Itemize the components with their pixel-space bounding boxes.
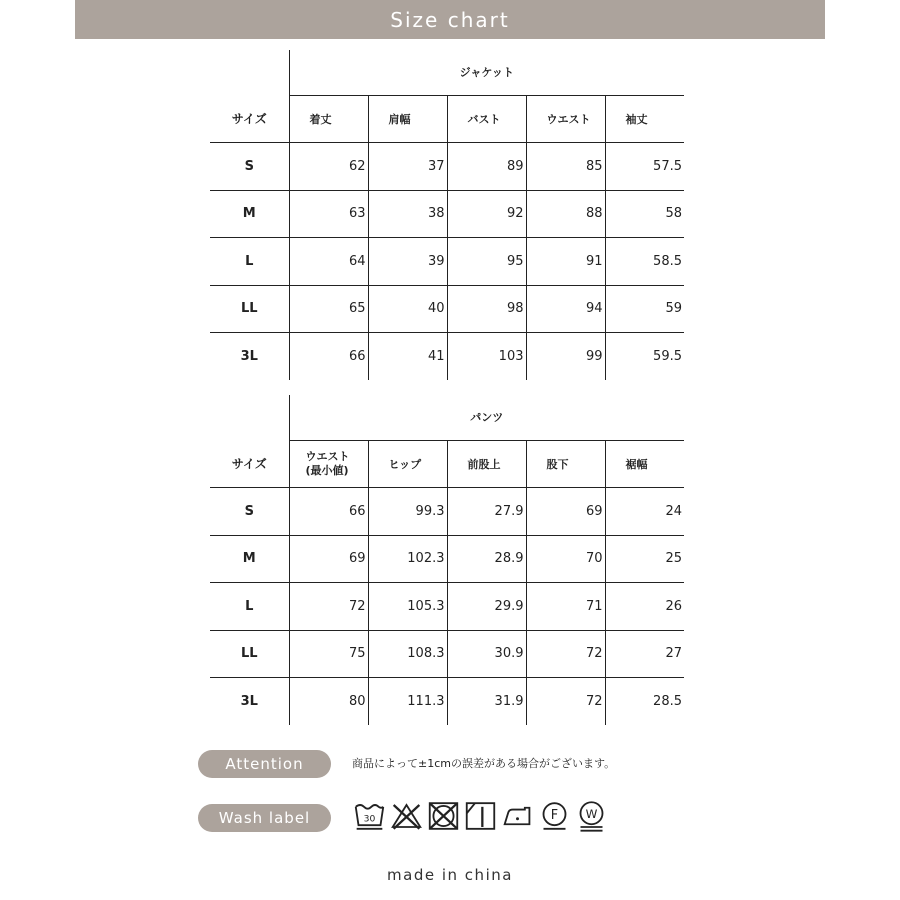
wash-30-icon xyxy=(353,798,386,834)
wet-clean-letter: W xyxy=(585,806,598,821)
table-corner xyxy=(210,50,289,95)
wash-label-badge xyxy=(198,804,331,832)
table-cell: 38 xyxy=(368,190,447,238)
table-corner xyxy=(210,395,289,440)
size-label: S xyxy=(210,143,289,191)
table-cell: 69 xyxy=(526,488,605,536)
column-header: バスト xyxy=(447,95,526,143)
table-row xyxy=(210,678,684,726)
table-cell: 65 xyxy=(289,285,368,333)
table-row xyxy=(210,143,684,191)
jacket-size-table xyxy=(210,50,684,380)
size-label: LL xyxy=(210,630,289,678)
table-cell: 69 xyxy=(289,535,368,583)
table-cell: 41 xyxy=(368,333,447,381)
table-cell: 59.5 xyxy=(605,333,684,381)
jacket-group-label: ジャケット xyxy=(289,50,684,95)
column-header: ウエスト (最小値) xyxy=(289,440,368,488)
table-cell: 63 xyxy=(289,190,368,238)
wash-temp-label: 30 xyxy=(363,813,376,825)
table-cell: 105.3 xyxy=(368,583,447,631)
table-cell: 64 xyxy=(289,238,368,286)
table-cell: 72 xyxy=(526,630,605,678)
table-header-row xyxy=(210,95,684,143)
size-column-header: サイズ xyxy=(210,440,289,488)
table-cell: 102.3 xyxy=(368,535,447,583)
table-cell: 80 xyxy=(348,694,366,709)
column-header: 袖丈 xyxy=(605,95,684,143)
header-bar xyxy=(75,0,825,39)
size-label: 3L xyxy=(210,678,289,726)
page-title: Size chart xyxy=(390,7,510,32)
table-cell: 26 xyxy=(605,583,684,631)
table-cell: 89 xyxy=(447,143,526,191)
table-cell: 29.9 xyxy=(447,583,526,631)
wet-clean-w-icon xyxy=(575,798,608,834)
table-cell: 72 xyxy=(526,678,605,726)
column-header: 前股上 xyxy=(447,440,526,488)
table-header-row xyxy=(210,440,684,488)
table-cell: 108.3 xyxy=(368,630,447,678)
table-cell: 88 xyxy=(526,190,605,238)
size-label: LL xyxy=(210,285,289,333)
table-cell: 27 xyxy=(605,630,684,678)
size-column-header: サイズ xyxy=(210,95,289,143)
size-label: M xyxy=(210,190,289,238)
table-cell: 58 xyxy=(605,190,684,238)
attention-label: Attention xyxy=(225,755,304,773)
table-cell: 66 xyxy=(289,488,368,536)
column-header: 股下 xyxy=(526,440,605,488)
column-header: ウエスト xyxy=(526,95,605,143)
size-label: S xyxy=(210,488,289,536)
table-cell: 59 xyxy=(605,285,684,333)
table-row xyxy=(210,583,684,631)
dry-clean-f-icon xyxy=(538,798,571,834)
table-cell: 31.9 xyxy=(447,678,526,726)
made-in-text: made in china xyxy=(387,866,513,884)
wash-icons xyxy=(353,798,608,834)
table-cell: 91 xyxy=(526,238,605,286)
size-label: M xyxy=(210,535,289,583)
table-cell: 39 xyxy=(368,238,447,286)
table-cell: 40 xyxy=(368,285,447,333)
table-row xyxy=(210,285,684,333)
wash-label-label: Wash label xyxy=(218,809,311,827)
pants-group-label: パンツ xyxy=(289,395,684,440)
size-label: 3L xyxy=(210,333,289,381)
table-cell: 92 xyxy=(447,190,526,238)
attention-text: 商品によって±1cmの誤差がある場合がございます。 xyxy=(352,757,616,770)
table-cell: 62 xyxy=(289,143,368,191)
pants-size-table xyxy=(210,395,684,725)
table-cell: 57.5 xyxy=(605,143,684,191)
table-cell: 27.9 xyxy=(447,488,526,536)
table-group-row xyxy=(210,50,684,95)
table-row xyxy=(210,630,684,678)
column-header: 裾幅 xyxy=(605,440,684,488)
table-row xyxy=(210,238,684,286)
table-row xyxy=(210,535,684,583)
table-cell: 103 xyxy=(447,333,526,381)
table-cell: 98 xyxy=(447,285,526,333)
table-row xyxy=(210,190,684,238)
table-cell: 75 xyxy=(289,630,368,678)
no-tumble-dry-icon xyxy=(427,798,460,834)
table-cell: 24 xyxy=(605,488,684,536)
size-label: L xyxy=(210,583,289,631)
column-header: 着丈 xyxy=(289,95,368,143)
column-header: ヒップ xyxy=(368,440,447,488)
iron-low-icon xyxy=(501,798,534,834)
column-header: 肩幅 xyxy=(368,95,447,143)
table-cell: 99 xyxy=(526,333,605,381)
table-cell: 71 xyxy=(526,583,605,631)
table-cell: 70 xyxy=(526,535,605,583)
table-cell: 28.5 xyxy=(605,678,684,726)
table-row xyxy=(210,333,684,381)
dry-clean-letter: F xyxy=(550,807,559,823)
table-cell: 94 xyxy=(526,285,605,333)
table-cell: 30.9 xyxy=(447,630,526,678)
table-row xyxy=(210,488,684,536)
table-cell: 28.9 xyxy=(447,535,526,583)
table-cell: 66 xyxy=(348,349,366,364)
no-bleach-icon xyxy=(390,798,423,834)
table-cell: 85 xyxy=(526,143,605,191)
table-cell: 99.3 xyxy=(368,488,447,536)
table-cell: 37 xyxy=(368,143,447,191)
table-cell: 95 xyxy=(447,238,526,286)
attention-badge xyxy=(198,750,331,778)
table-cell: 25 xyxy=(605,535,684,583)
table-cell: 111.3 xyxy=(368,678,447,726)
line-dry-shade-icon xyxy=(464,798,497,834)
table-cell: 58.5 xyxy=(605,238,684,286)
table-group-row xyxy=(210,395,684,440)
size-label: L xyxy=(210,238,289,286)
table-cell: 72 xyxy=(289,583,368,631)
